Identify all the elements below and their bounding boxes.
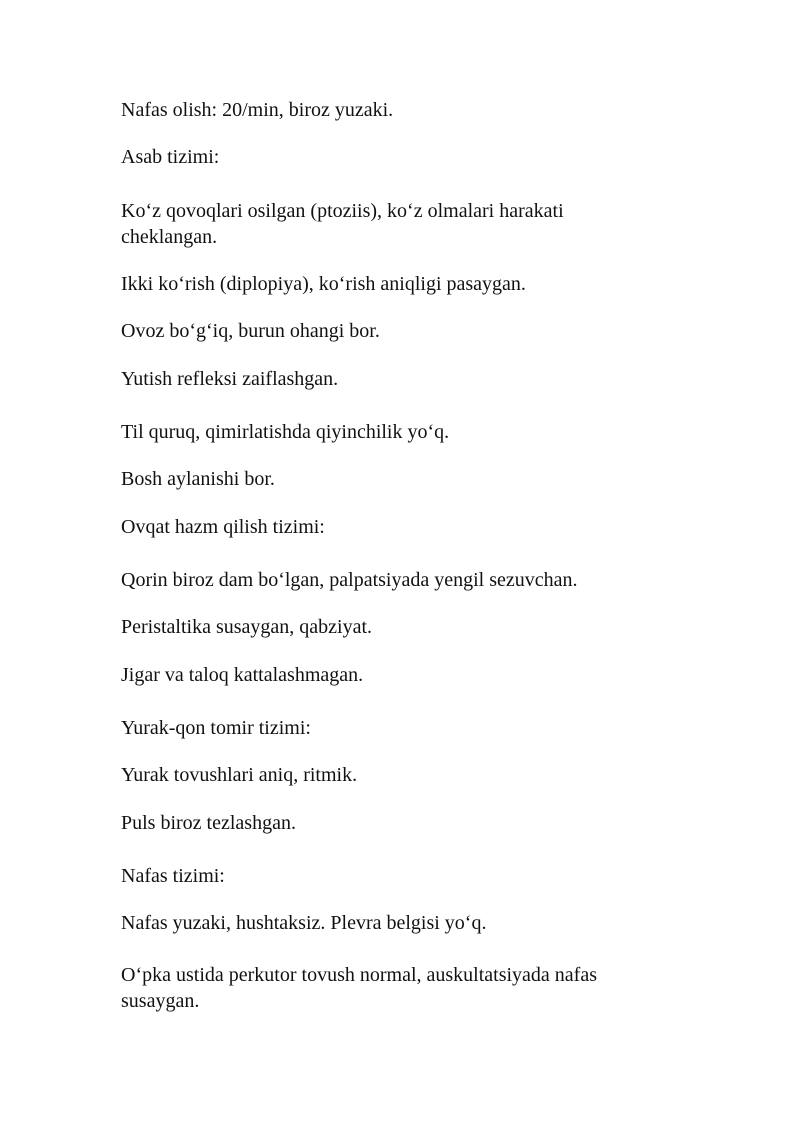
paragraph-swallowing-reflex: Yutish refleksi zaiflashgan. [121,368,339,390]
paragraph-pulse: Puls biroz tezlashgan. [121,812,296,834]
paragraph-dizziness: Bosh aylanishi bor. [121,468,275,490]
paragraph-heart-sounds: Yurak tovushlari aniq, ritmik. [121,764,358,786]
paragraph-peristalsis: Peristaltika susaygan, qabziyat. [121,616,373,638]
paragraph-abdomen: Qorin biroz dam bo‘lgan, palpatsiyada yengil sezuvchan. [121,569,578,591]
heading-nervous-system: Asab tizimi: [121,146,220,168]
paragraph-lungs: O‘pka ustida perkutor tovush normal, auskultatsiyada nafas susaygan. [121,964,597,1012]
paragraph-double-vision: Ikki ko‘rish (diplopiya), ko‘rish aniqligi pasaygan. [121,273,526,295]
paragraph-liver-spleen: Jigar va taloq kattalashmagan. [121,664,364,686]
heading-respiratory-system: Nafas tizimi: [121,865,225,887]
heading-cardiovascular-system: Yurak-qon tomir tizimi: [121,717,311,739]
heading-digestive-system: Ovqat hazm qilish tizimi: [121,516,325,538]
paragraph-voice: Ovoz bo‘g‘iq, burun ohangi bor. [121,320,380,342]
paragraph-breathing: Nafas yuzaki, hushtaksiz. Plevra belgisi yo‘q. [121,912,487,934]
paragraph-eyelids: Ko‘z qovoqlari osilgan (ptoziis), ko‘z olmalari harakati cheklangan. [121,200,564,248]
paragraph-tongue: Til quruq, qimirlatishda qiyinchilik yo‘q. [121,421,450,443]
paragraph-breathing-rate: Nafas olish: 20/min, biroz yuzaki. [121,99,394,121]
